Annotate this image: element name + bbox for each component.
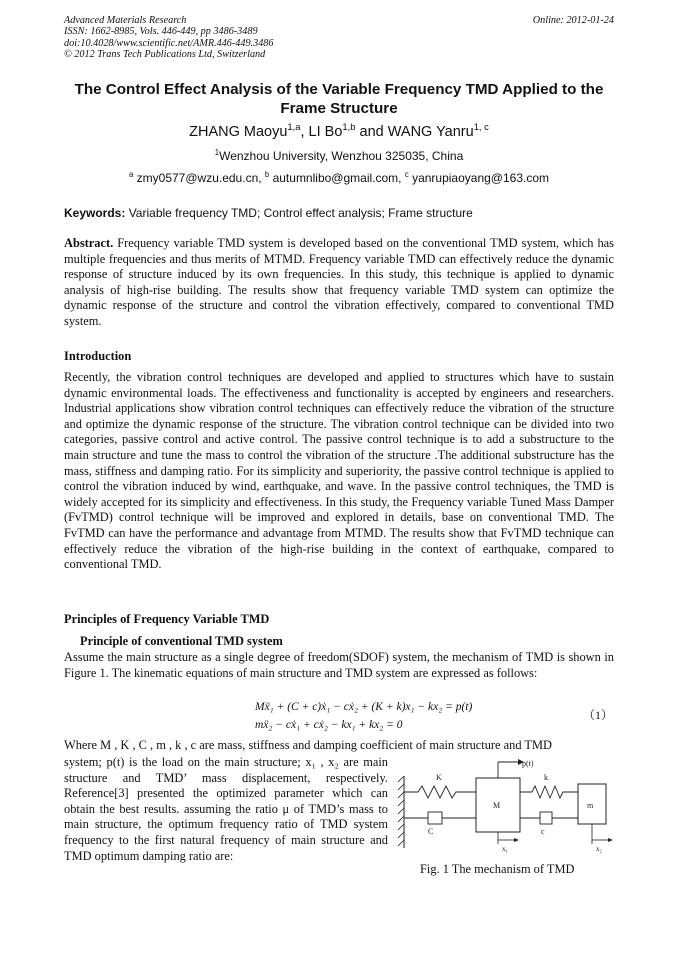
author-1: ZHANG Maoyu bbox=[189, 124, 288, 140]
where-text: Where M , K , C , m , k , c are mass, stiffness and damping coefficient of main structure and TMD bbox=[64, 738, 552, 752]
author-line bbox=[60, 121, 618, 140]
affiliation-text: Wenzhou University, Wenzhou 325035, China bbox=[219, 149, 464, 163]
equation-number: （1） bbox=[583, 708, 614, 722]
label-m-tmd: m bbox=[587, 801, 594, 810]
label-c-tmd: c bbox=[541, 827, 545, 836]
wall-hatch bbox=[398, 776, 404, 846]
principle-subheading: Principle of conventional TMD system bbox=[80, 634, 283, 648]
keywords bbox=[64, 206, 614, 220]
principle-text: Assume the main structure as a single degree of freedom(SDOF) system, the mechanism of TMD is shown in Figure 1. The kinematic equations of main structure and TMD system are expressed as follows: bbox=[64, 650, 614, 680]
author-2: , LI Bo bbox=[300, 124, 343, 140]
spring-k-main bbox=[404, 786, 476, 798]
label-k-tmd: k bbox=[544, 773, 548, 782]
keywords-label: Keywords: bbox=[64, 206, 126, 220]
author-1-sup: 1,a bbox=[287, 121, 301, 133]
label-k-main: K bbox=[436, 773, 442, 782]
label-x2: x₂ bbox=[596, 845, 602, 853]
label-c-main: C bbox=[428, 827, 434, 836]
author-3: and WANG Yanru bbox=[355, 124, 474, 140]
abstract-text: Frequency variable TMD system is developed based on the conventional TMD system, which has multiple frequencies and thus merits of MTMD. Frequency variable TMD can effectively reduce the dynamic response of structure induced by its own frequencies. In this study, this technique is applied to dynamic analysis of high-rise building. The results show that frequency variable TMD system can optimize the dynamic response of the structure and control the vibration effectively, compared to conventional TMD system. bbox=[64, 236, 614, 328]
damper-c-main-body bbox=[428, 812, 442, 824]
side-text: system; p(t) is the load on the main structure; x₁ , x₂ are main structure and TMD’ mass displacement, respectively. Reference[3] presented the optimized parameter which can obtain the best results. assuming the ratio μ of TMD’s mass to main structure, the optimum frequency ratio of TMD system frequency to the first natural frequency of main structure and TMD optimum damping ratio are: bbox=[64, 755, 388, 863]
copyright-line: © 2012 Trans Tech Publications Ltd, Switzerland bbox=[64, 49, 266, 61]
email-a-sup: a bbox=[128, 170, 134, 179]
email-b-sup: b bbox=[264, 170, 270, 179]
label-load: p(t) bbox=[522, 759, 534, 768]
journal-header bbox=[64, 15, 273, 61]
abstract bbox=[64, 236, 614, 330]
tmd-mechanism-figure bbox=[398, 756, 618, 856]
keywords-text: Variable frequency TMD; Control effect analysis; Frame structure bbox=[125, 206, 473, 220]
introduction-heading: Introduction bbox=[64, 349, 132, 363]
figure-caption: Fig. 1 The mechanism of TMD bbox=[420, 862, 575, 876]
email-c: yanrupiaoyang@163.com bbox=[408, 171, 550, 185]
equation-line-1: Mẍ₁ + (C + c)ẋ₁ − cẋ₂ + (K + k)x₁ − kx₂ = p(t) bbox=[255, 701, 473, 713]
online-date: Online: 2012-01-24 bbox=[532, 15, 614, 26]
journal-name: Advanced Materials Research bbox=[64, 15, 187, 26]
kinematic-equations bbox=[255, 698, 472, 734]
doi-line: doi:10.4028/www.scientific.net/AMR.446-449.3486 bbox=[64, 37, 274, 49]
spring-k-tmd bbox=[520, 786, 578, 798]
affiliation bbox=[60, 149, 618, 163]
email-line bbox=[40, 171, 638, 185]
paper-title: The Control Effect Analysis of the Variable Frequency TMD Applied to the Frame Structure bbox=[74, 81, 604, 117]
label-m-main: M bbox=[493, 801, 501, 810]
equation-line-2: mẍ₂ − cẋ₁ + cẋ₂ − kx₁ + kx₂ = 0 bbox=[255, 719, 403, 731]
issn-line: ISSN: 1662-8985, Vols. 446-449, pp 3486-3489 bbox=[64, 26, 258, 38]
introduction-text: Recently, the vibration control techniques are developed and applied to structures which have to sustain dynamic environmental loads. The effectiveness and functionality is accepted by engineers and researchers. Industrial applications show vibration control techniques can effectively reduce the vibration of the structure and optimize the dynamic response of the structure. The vibration control technique can be divided into two categories, passive control and active control. The passive control technique is to add a substructure to the main structure and tune the mass to control the vibration of the structure .The additional substructure has the mass, stiffness and damping ratio. For its simplicity and superiority, the passive control technique is applied to control the vibration induced by wind, earthquake, and wave. In the passive control techniques, the TMD is widely accepted for its simplicity and effectiveness. In this study, the Frequency variable Tuned Mass Damper (FvTMD) control technique will be improved and explored in details, base on conventional TMD. The FvTMD can have the performance and advantage from MTMD. The results show that FvTMD technique can effectively reduce the vibration of the high-rise building in the context of earthquake, compared to conventional TMD. bbox=[64, 370, 614, 572]
email-b: autumnlibo@gmail.com, bbox=[269, 171, 405, 185]
author-3-sup: 1, c bbox=[473, 121, 489, 133]
email-a: zmy0577@wzu.edu.cn, bbox=[133, 171, 265, 185]
author-2-sup: 1,b bbox=[342, 121, 356, 133]
principles-heading: Principles of Frequency Variable TMD bbox=[64, 612, 270, 626]
damper-c-tmd-body bbox=[540, 812, 552, 824]
email-c-sup: c bbox=[404, 170, 409, 179]
affiliation-sup: 1 bbox=[214, 148, 220, 157]
label-x1: x₁ bbox=[502, 845, 508, 853]
abstract-label: Abstract. bbox=[64, 236, 114, 250]
